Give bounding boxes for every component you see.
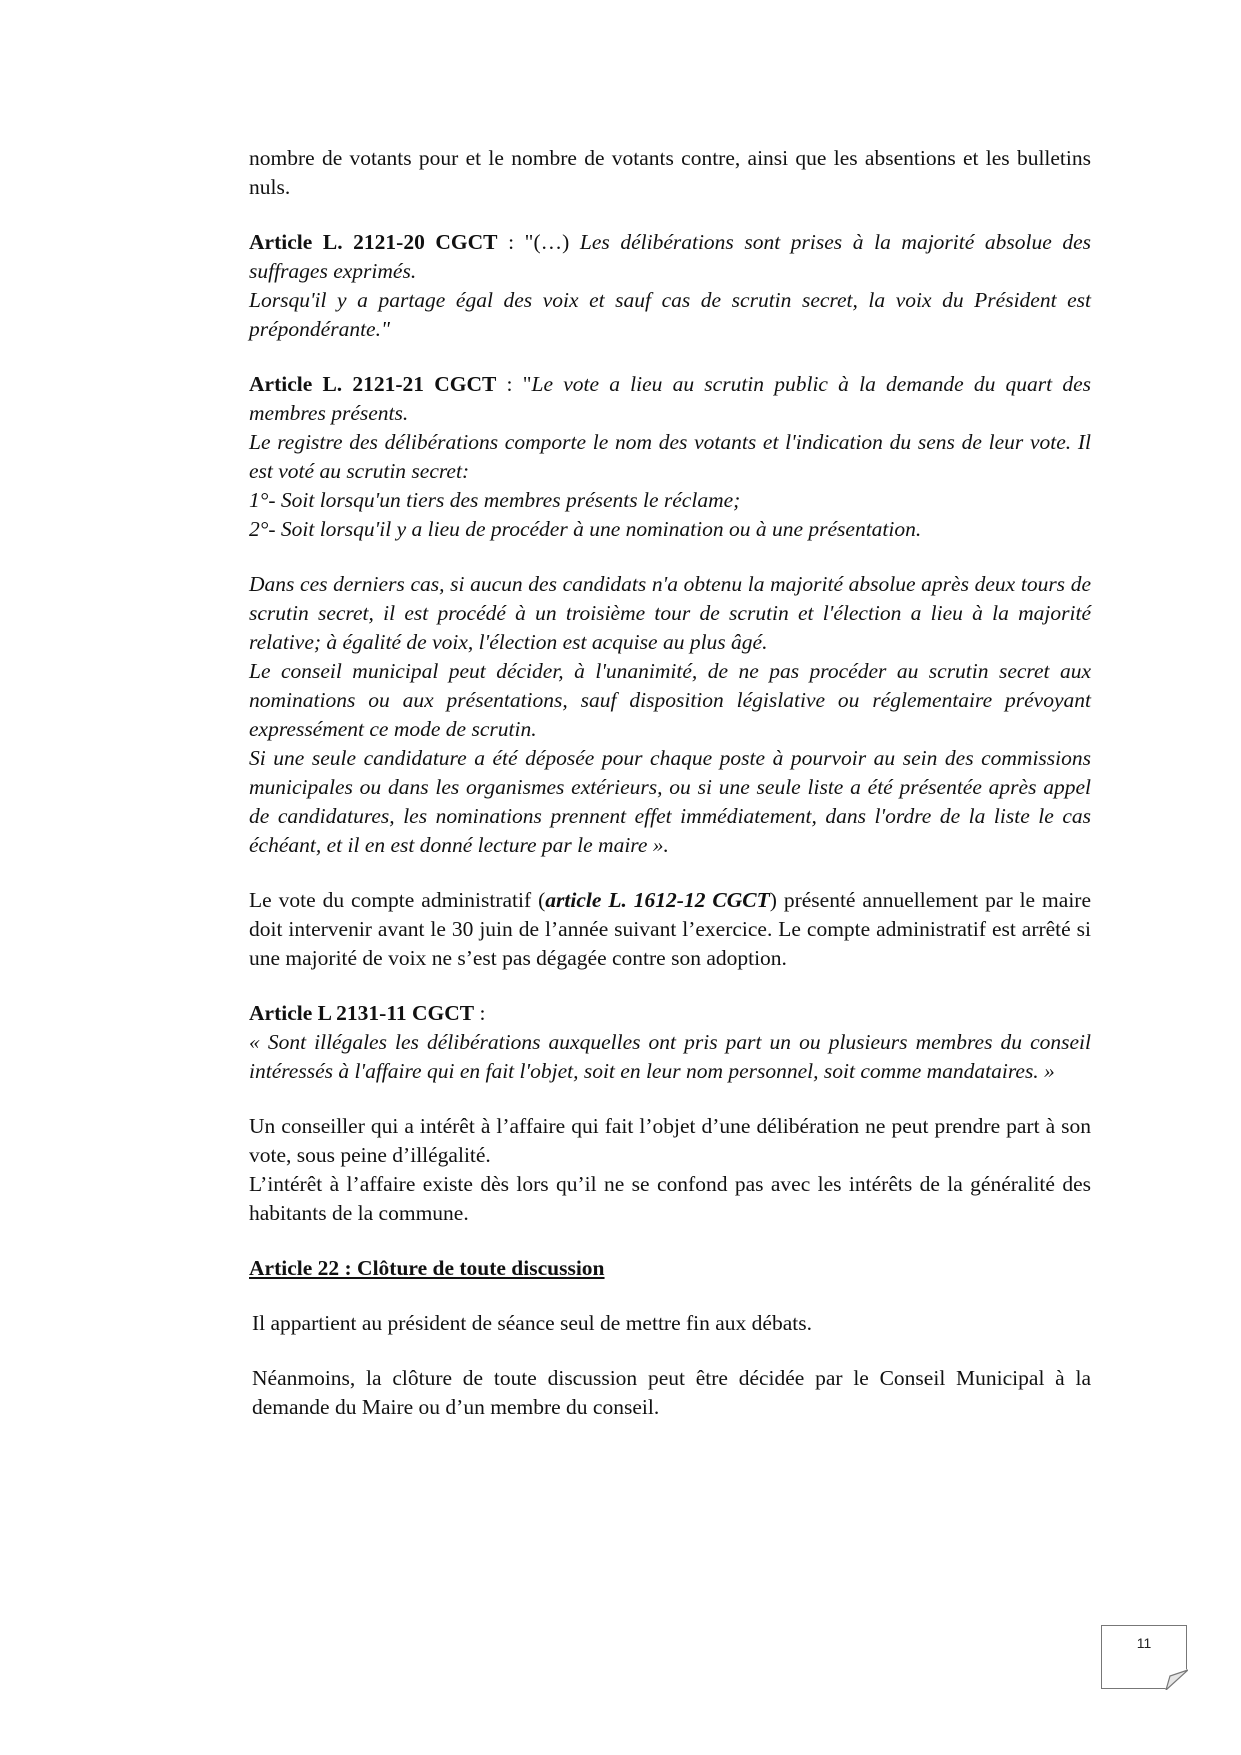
compte-administratif-paragraph [249, 886, 1091, 973]
scrutin-paragraph-2: Le conseil municipal peut décider, à l'unanimité, de ne pas procéder au scrutin secret aux nominations ou aux présentations, sauf disposition législative ou réglementaire prévoyant expressément ce mode de scrutin. [249, 659, 1091, 741]
article-2121-21-item1: 1°- Soit lorsqu'un tiers des membres présents le réclame; [249, 488, 741, 512]
document-page [249, 144, 1091, 1422]
compte-administratif-before: Le vote du compte administratif ( [249, 888, 546, 912]
article-22-paragraph-1: Il appartient au président de séance seul de mettre fin aux débats. [252, 1311, 812, 1335]
article-2121-20-sep: : "(…) [497, 230, 580, 254]
compte-administratif-after: ) présenté annuellement par le maire doit intervenir avant le 30 juin de l’année suivant l’exercice. Le compte administratif est arrêté si une majorité de voix ne s’est pas dégagée contre son adoption. [249, 888, 1091, 970]
article-2131-11-quote: « Sont illégales les délibérations auxquelles ont pris part un ou plusieurs membres du conseil intéressés à l'affaire qui en fait l'objet, soit en leur nom personnel, soit comme mandataires. » [249, 1030, 1091, 1083]
article-2131-11-ref: Article L 2131-11 CGCT [249, 1001, 475, 1025]
article-2121-21-line1: Le vote a lieu au scrutin public à la demande du quart des membres présents. [249, 372, 1091, 425]
article-2121-21-line2: Le registre des délibérations comporte le nom des votants et l'indication du sens de leur vote. Il est voté au scrutin secret: [249, 430, 1091, 483]
conseiller-paragraph-2: L’intérêt à l’affaire existe dès lors qu’il ne se confond pas avec les intérêts de la généralité des habitants de la commune. [249, 1172, 1091, 1225]
intro-paragraph: nombre de votants pour et le nombre de votants contre, ainsi que les absentions et les bulletins nuls. [249, 146, 1091, 199]
article-2121-21-paragraph [249, 370, 1091, 428]
article-2131-11-sep: : [474, 1001, 486, 1025]
article-2121-20-line1: Les délibérations sont prises à la majorité absolue des suffrages exprimés. [249, 230, 1091, 283]
article-2121-20-ref: Article L. 2121-20 CGCT [249, 230, 498, 254]
article-2121-21-item2: 2°- Soit lorsqu'il y a lieu de procéder à une nomination ou à une présentation. [249, 517, 922, 541]
article-2131-11-title [249, 999, 1091, 1028]
page-number: 11 [1136, 1635, 1152, 1651]
article-2121-21-ref: Article L. 2121-21 CGCT [249, 372, 497, 396]
article-2121-20-line2: Lorsqu'il y a partage égal des voix et sauf cas de scrutin secret, la voix du Président est prépondérante." [249, 288, 1091, 341]
article-22-heading: Article 22 : Clôture de toute discussion [249, 1256, 605, 1280]
article-22-paragraph-2: Néanmoins, la clôture de toute discussion peut être décidée par le Conseil Municipal à la demande du Maire ou d’un membre du conseil. [252, 1366, 1091, 1419]
page-number-box [1101, 1625, 1187, 1689]
scrutin-paragraph-1: Dans ces derniers cas, si aucun des candidats n'a obtenu la majorité absolue après deux tours de scrutin secret, il est procédé à un troisième tour de scrutin et l'élection a lieu à la majorité relative; à égalité de voix, l'élection est acquise au plus âgé. [249, 572, 1091, 654]
scrutin-paragraph-3: Si une seule candidature a été déposée pour chaque poste à pourvoir au sein des commissions municipales ou dans les organismes extérieurs, ou si une seule liste a été présentée après appel de candidatures, les nominations prennent effet immédiatement, dans l'ordre de la liste le cas échéant, et il en est donné lecture par le maire ». [249, 746, 1091, 857]
compte-administratif-ref: article L. 1612-12 CGCT [545, 888, 770, 912]
article-2121-20-paragraph [249, 228, 1091, 286]
conseiller-paragraph-1: Un conseiller qui a intérêt à l’affaire qui fait l’objet d’une délibération ne peut prendre part à son vote, sous peine d’illégalité. [249, 1114, 1091, 1167]
article-2121-21-sep: : " [496, 372, 532, 396]
page-curl-icon [1164, 1668, 1188, 1690]
